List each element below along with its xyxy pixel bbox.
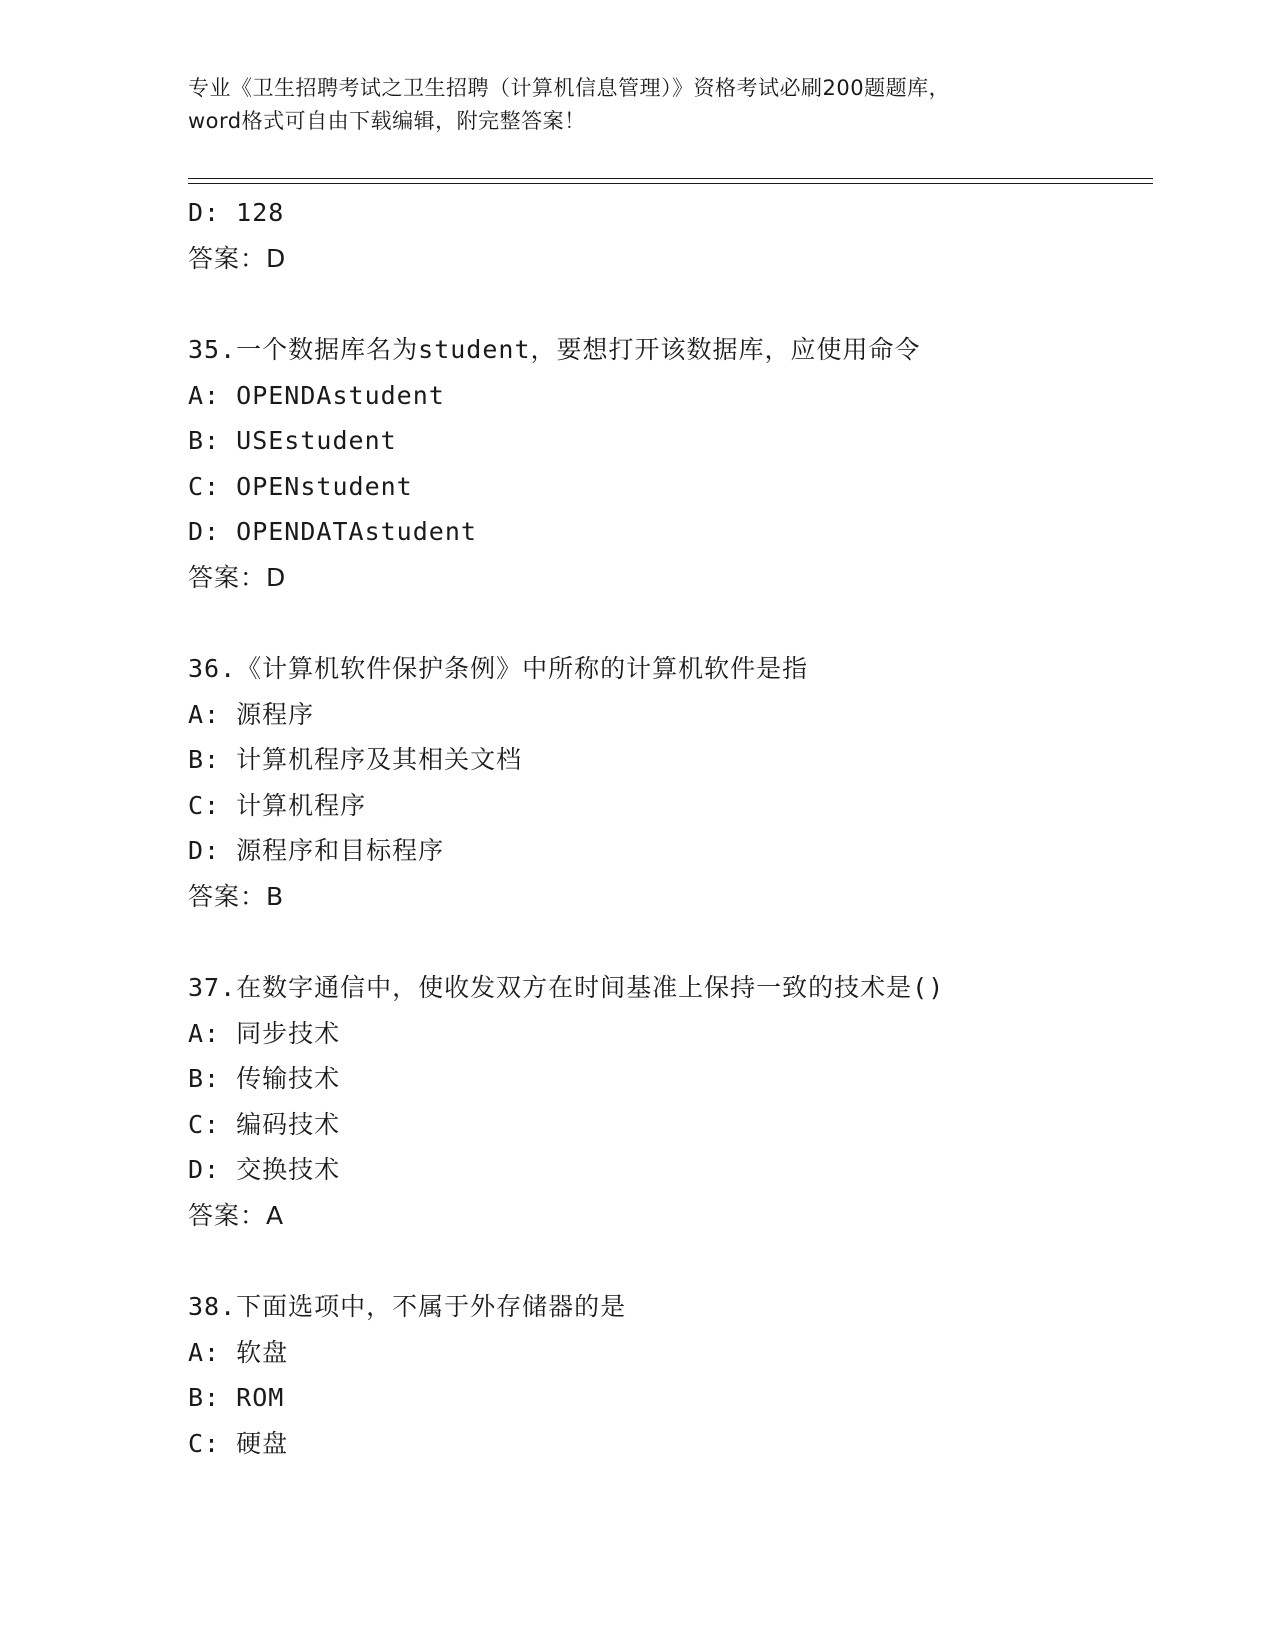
option-c: C: 计算机程序 [188,790,367,820]
question-38 [188,1284,1138,1466]
question-stem: 35.一个数据库名为student，要想打开该数据库，应使用命令 [188,335,921,364]
option-d: D: OPENDATAstudent [188,517,477,546]
spacer [188,919,1138,965]
header-divider-top [188,178,1153,179]
header-divider-bottom [188,183,1153,184]
answer: 答案：D [188,562,287,592]
question-stem: 36.《计算机软件保护条例》中所称的计算机软件是指 [188,654,809,683]
question-stem: 38.下面选项中，不属于外存储器的是 [188,1292,627,1321]
header-line-2: word格式可自由下载编辑，附完整答案！ [188,109,586,133]
question-36 [188,646,1138,919]
option-a: A: OPENDAstudent [188,380,445,410]
document-header [188,72,1088,138]
option-b: B: 计算机程序及其相关文档 [188,745,523,774]
option-d: D: 128 [188,198,285,227]
spacer [188,600,1138,646]
question-37 [188,965,1138,1238]
option-c: C: 硬盘 [188,1428,289,1458]
question-stem: 37.在数字通信中，使收发双方在时间基准上保持一致的技术是() [188,973,945,1002]
answer: 答案：B [188,881,285,911]
option-c: C: 编码技术 [188,1109,341,1139]
option-b: B: USEstudent [188,426,397,455]
option-a: A: 源程序 [188,699,315,729]
header-line-1: 专业《卫生招聘考试之卫生招聘（计算机信息管理）》资格考试必刷200题题库， [188,76,951,100]
option-d: D: 交换技术 [188,1155,341,1184]
option-a: A: 同步技术 [188,1018,341,1048]
answer: 答案：A [188,1200,285,1230]
previous-question-tail [188,190,1138,281]
option-b: B: 传输技术 [188,1064,341,1093]
spacer [188,1238,1138,1284]
option-b: B: ROM [188,1383,285,1412]
option-c: C: OPENstudent [188,471,413,501]
answer: 答案：D [188,243,287,273]
question-35 [188,327,1138,600]
option-d: D: 源程序和目标程序 [188,836,445,865]
question-list [188,190,1138,1466]
spacer [188,281,1138,327]
option-a: A: 软盘 [188,1337,289,1367]
